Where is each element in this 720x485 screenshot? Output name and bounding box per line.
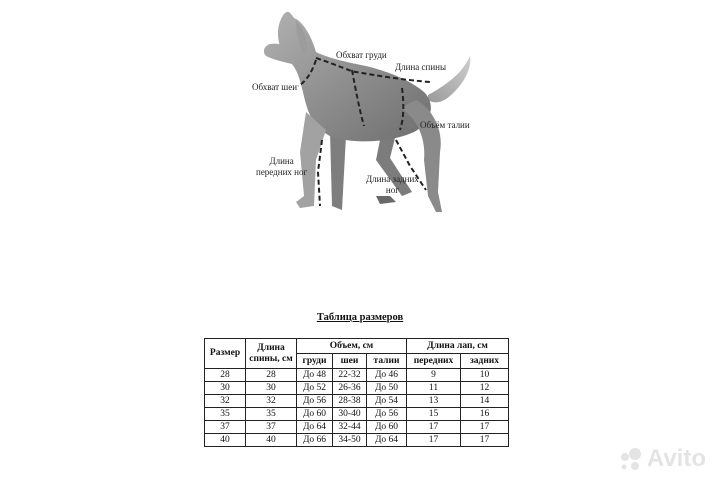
cell-hind-paw: 16	[461, 408, 509, 421]
header-back-length-line1: Длина	[257, 342, 285, 353]
table-row	[205, 408, 509, 421]
cell-neck: 30-40	[333, 408, 367, 421]
cell-back-length: 28	[246, 369, 297, 382]
header-volume: Объем, см	[297, 339, 407, 354]
cell-neck: 34-50	[333, 434, 367, 447]
cell-hind-paw: 10	[461, 369, 509, 382]
size-table	[204, 338, 509, 447]
cell-back-length: 37	[246, 421, 297, 434]
cell-waist: До 54	[367, 395, 407, 408]
cell-back-length: 40	[246, 434, 297, 447]
avito-logo-icon	[618, 446, 644, 472]
cell-front-paw: 11	[407, 382, 461, 395]
cell-size: 35	[205, 408, 246, 421]
cell-neck: 22-32	[333, 369, 367, 382]
label-front-legs-length	[256, 156, 307, 178]
cell-hind-paw: 14	[461, 395, 509, 408]
header-chest: груди	[297, 354, 333, 369]
cell-chest: До 48	[297, 369, 333, 382]
cell-back-length: 35	[246, 408, 297, 421]
table-row	[205, 382, 509, 395]
dog-measurement-diagram	[0, 0, 720, 240]
cell-back-length: 32	[246, 395, 297, 408]
label-hind-legs-line2: ног	[385, 185, 399, 195]
cell-hind-paw: 12	[461, 382, 509, 395]
cell-neck: 28-38	[333, 395, 367, 408]
label-back-length: Длина спины	[395, 62, 446, 72]
table-row	[205, 395, 509, 408]
avito-watermark-text: Avito	[646, 445, 706, 472]
header-front: передних	[407, 354, 461, 369]
header-neck: шеи	[333, 354, 367, 369]
cell-waist: До 46	[367, 369, 407, 382]
table-row	[205, 369, 509, 382]
cell-front-paw: 9	[407, 369, 461, 382]
label-hind-legs-length	[366, 174, 419, 196]
label-chest-girth: Обхват груди	[336, 50, 387, 60]
cell-front-paw: 15	[407, 408, 461, 421]
cell-size: 32	[205, 395, 246, 408]
table-row	[205, 434, 509, 447]
cell-size: 30	[205, 382, 246, 395]
cell-chest: До 52	[297, 382, 333, 395]
label-front-legs-line2: передних ног	[256, 167, 308, 177]
avito-watermark	[618, 445, 706, 473]
cell-chest: До 66	[297, 434, 333, 447]
table-row	[205, 421, 509, 434]
header-back-length	[246, 339, 297, 369]
cell-chest: До 60	[297, 408, 333, 421]
cell-chest: До 64	[297, 421, 333, 434]
size-table-title: Таблица размеров	[316, 312, 404, 323]
cell-neck: 26-36	[333, 382, 367, 395]
cell-size: 37	[205, 421, 246, 434]
label-hind-legs-line1: Длина задних	[366, 174, 419, 184]
cell-back-length: 30	[246, 382, 297, 395]
header-size: Размер	[205, 339, 246, 369]
cell-waist: До 60	[367, 421, 407, 434]
cell-hind-paw: 17	[461, 421, 509, 434]
cell-waist: До 64	[367, 434, 407, 447]
cell-size: 28	[205, 369, 246, 382]
label-front-legs-line1: Длина	[269, 156, 294, 166]
label-neck-girth: Обхват шеи	[252, 82, 298, 92]
label-waist-volume: Объём талии	[420, 120, 470, 130]
dog-mannequin-illustration	[0, 0, 720, 240]
header-back-length-line2: спины, см	[249, 353, 293, 364]
size-table-body	[205, 369, 509, 447]
cell-waist: До 50	[367, 382, 407, 395]
header-waist: талии	[367, 354, 407, 369]
cell-front-paw: 13	[407, 395, 461, 408]
cell-front-paw: 17	[407, 434, 461, 447]
cell-waist: До 56	[367, 408, 407, 421]
cell-size: 40	[205, 434, 246, 447]
cell-neck: 32-44	[333, 421, 367, 434]
cell-chest: До 56	[297, 395, 333, 408]
header-hind: задних	[461, 354, 509, 369]
cell-front-paw: 17	[407, 421, 461, 434]
header-paw-length: Длина лап, см	[407, 339, 509, 354]
cell-hind-paw: 17	[461, 434, 509, 447]
